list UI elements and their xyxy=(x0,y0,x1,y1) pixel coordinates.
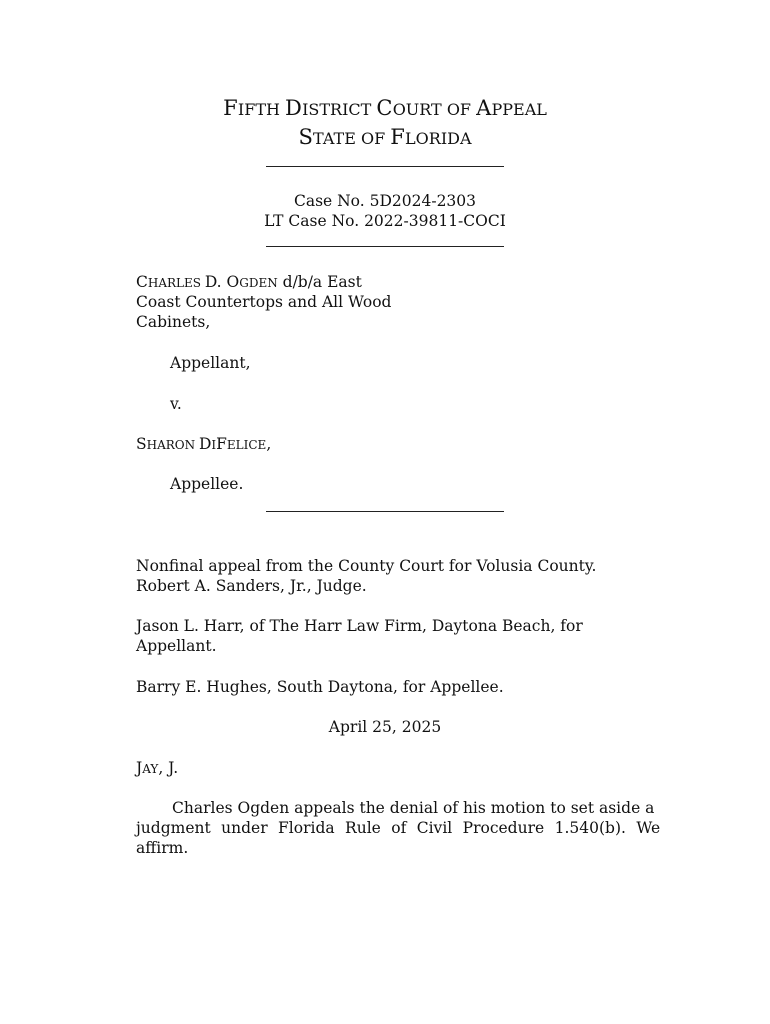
lower-tribunal-case-number: LT Case No. 2022-39811-COCI xyxy=(264,212,506,230)
counsel-appellee: Barry E. Hughes, South Daytona, for Appellee. xyxy=(136,678,504,696)
court-name-text: F xyxy=(223,96,238,120)
appellant-name-line3: Cabinets, xyxy=(136,313,211,331)
appellant-name-text: C xyxy=(136,273,148,291)
divider-rule xyxy=(266,246,504,247)
appellant-name-line2: Coast Countertops and All Wood xyxy=(136,293,392,311)
trial-judge-line: Robert A. Sanders, Jr., Judge. xyxy=(136,577,367,595)
court-state-text: LORIDA xyxy=(405,129,472,148)
counsel-appellant: Jason L. Harr, of The Harr Law Firm, Daytona Beach, for xyxy=(136,617,583,635)
court-name-text: D xyxy=(285,96,303,120)
appellant-name-text: GDEN xyxy=(239,276,278,290)
authoring-judge-text: J xyxy=(136,759,143,777)
court-name-text: A xyxy=(476,96,492,120)
court-name xyxy=(0,96,770,120)
authoring-judge-text: AY xyxy=(142,762,159,776)
court-name-text: C xyxy=(376,96,393,120)
court-name-text: OURT OF xyxy=(392,100,477,119)
case-number: Case No. 5D2024-2303 xyxy=(293,192,477,210)
opinion-date: April 25, 2025 xyxy=(328,718,442,736)
appellee-name-text: F xyxy=(216,435,227,453)
court-name-text: PPEAL xyxy=(491,100,547,119)
appellee-role: Appellee. xyxy=(170,475,244,493)
appellee-name-text: , xyxy=(266,435,272,453)
court-state-text: TATE OF xyxy=(313,129,391,148)
divider-rule xyxy=(266,511,504,512)
court-state-text: F xyxy=(390,125,406,149)
authoring-judge-text: , J. xyxy=(158,759,179,777)
appellant-name-text: d/b/a East xyxy=(277,273,362,291)
appellee-name-text: ELICE xyxy=(226,438,267,452)
appellee-name-text: S xyxy=(136,435,147,453)
versus: v. xyxy=(170,395,182,413)
appellee-name-text: I xyxy=(211,438,217,452)
appellant-name xyxy=(136,272,362,293)
appellant-role: Appellant, xyxy=(170,354,251,372)
court-state-text: S xyxy=(298,125,314,149)
counsel-appellant-line2: Appellant. xyxy=(136,637,217,655)
appellant-name-text: D. O xyxy=(204,273,240,291)
court-name-text: IFTH xyxy=(237,100,286,119)
appellant-name-text: HARLES xyxy=(147,276,205,290)
authoring-judge xyxy=(136,758,178,779)
opinion-text-line3: affirm. xyxy=(136,839,189,857)
origin-line: Nonfinal appeal from the County Court for Volusia County. xyxy=(136,557,597,575)
appellee-name-text: D xyxy=(198,435,212,453)
opinion-text-line1: Charles Ogden appeals the denial of his motion to set aside a xyxy=(172,799,655,817)
divider-rule xyxy=(266,166,504,167)
court-state xyxy=(0,125,770,149)
appellee-name xyxy=(136,434,271,455)
court-name-text: ISTRICT xyxy=(302,100,377,119)
appellee-name-text: HARON xyxy=(146,438,199,452)
opinion-text-line2: judgment under Florida Rule of Civil Procedure 1.540(b). We xyxy=(136,819,661,837)
